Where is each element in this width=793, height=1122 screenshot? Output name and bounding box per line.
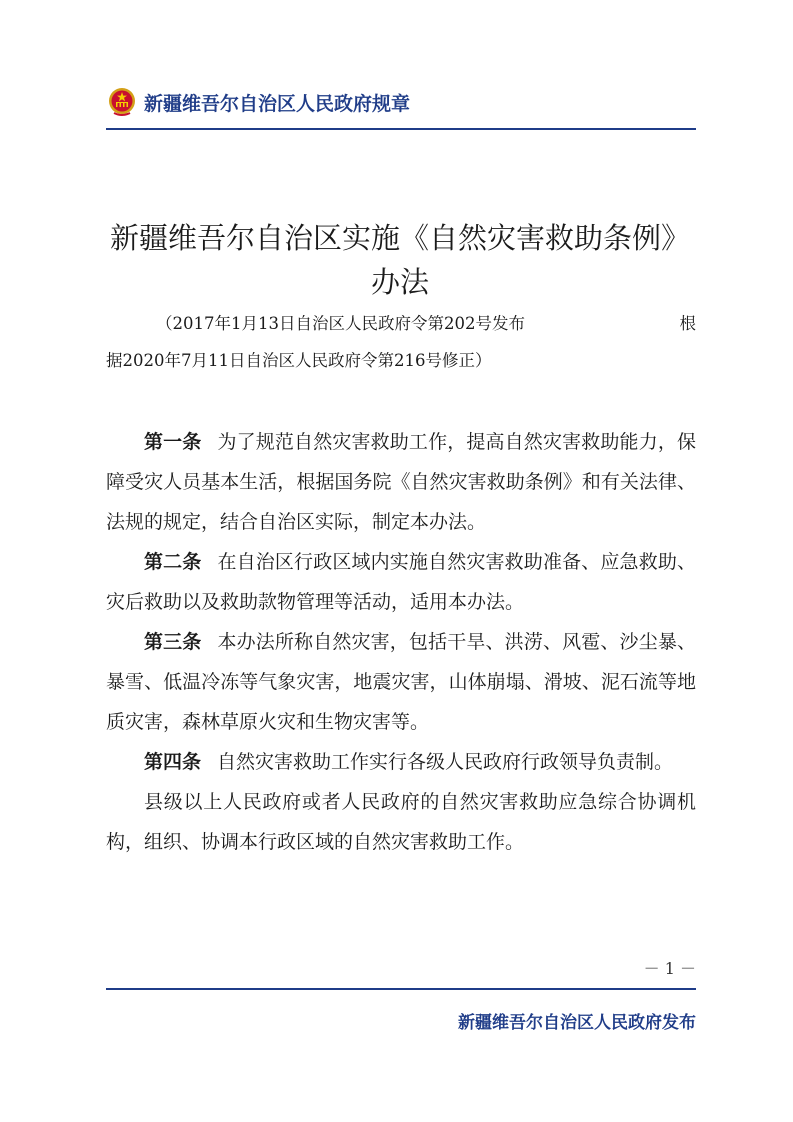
- meta-line1-left: （2017年1月13日自治区人民政府令第202号发布: [156, 314, 525, 333]
- page-header: [106, 84, 696, 120]
- article-label: 第三条: [144, 631, 202, 653]
- article-paragraph: [106, 782, 696, 862]
- article-text: 县级以上人民政府或者人民政府的自然灾害救助应急综合协调机构，组织、协调本行政区域的自然灾害救助工作。: [106, 791, 696, 853]
- document-meta: [106, 305, 696, 379]
- meta-line1: [106, 305, 696, 342]
- meta-line1-right: 根: [679, 314, 696, 333]
- national-emblem-icon: [106, 86, 138, 118]
- document-title-line2: 办法: [370, 265, 429, 299]
- page-number: － 1 －: [643, 959, 696, 978]
- article-paragraph: [106, 622, 696, 742]
- article-label: 第一条: [144, 431, 202, 453]
- meta-line2: 据2020年7月11日自治区人民政府令第216号修正）: [106, 351, 492, 370]
- footer-publisher: 新疆维吾尔自治区人民政府发布: [458, 1013, 696, 1033]
- article-text: 本办法所称自然灾害，包括干旱、洪涝、风雹、沙尘暴、暴雪、低温冷冻等气象灾害，地震灾害，山体崩塌、滑坡、泥石流等地质灾害，森林草原火灾和生物灾害等。: [106, 631, 696, 733]
- header-title: 新疆维吾尔自治区人民政府规章: [144, 92, 411, 115]
- document-title-line1: 新疆维吾尔自治区实施《自然灾害救助条例》: [109, 221, 690, 255]
- article-label: 第二条: [144, 551, 202, 573]
- footer-divider: [106, 988, 696, 990]
- article-text: 为了规范自然灾害救助工作，提高自然灾害救助能力，保障受灾人员基本生活，根据国务院《自然灾害救助条例》和有关法律、法规的规定，结合自治区实际，制定本办法。: [106, 431, 696, 533]
- article-text: 在自治区行政区域内实施自然灾害救助准备、应急救助、灾后救助以及救助款物管理等活动，适用本办法。: [106, 551, 696, 613]
- article-paragraph: [106, 742, 696, 782]
- article-label: 第四条: [144, 751, 202, 773]
- article-paragraph: [106, 422, 696, 542]
- article-paragraph: [106, 542, 696, 622]
- document-title: [100, 216, 700, 304]
- header-divider: [106, 128, 696, 130]
- document-body: [106, 422, 696, 862]
- article-text: 自然灾害救助工作实行各级人民政府行政领导负责制。: [217, 751, 674, 773]
